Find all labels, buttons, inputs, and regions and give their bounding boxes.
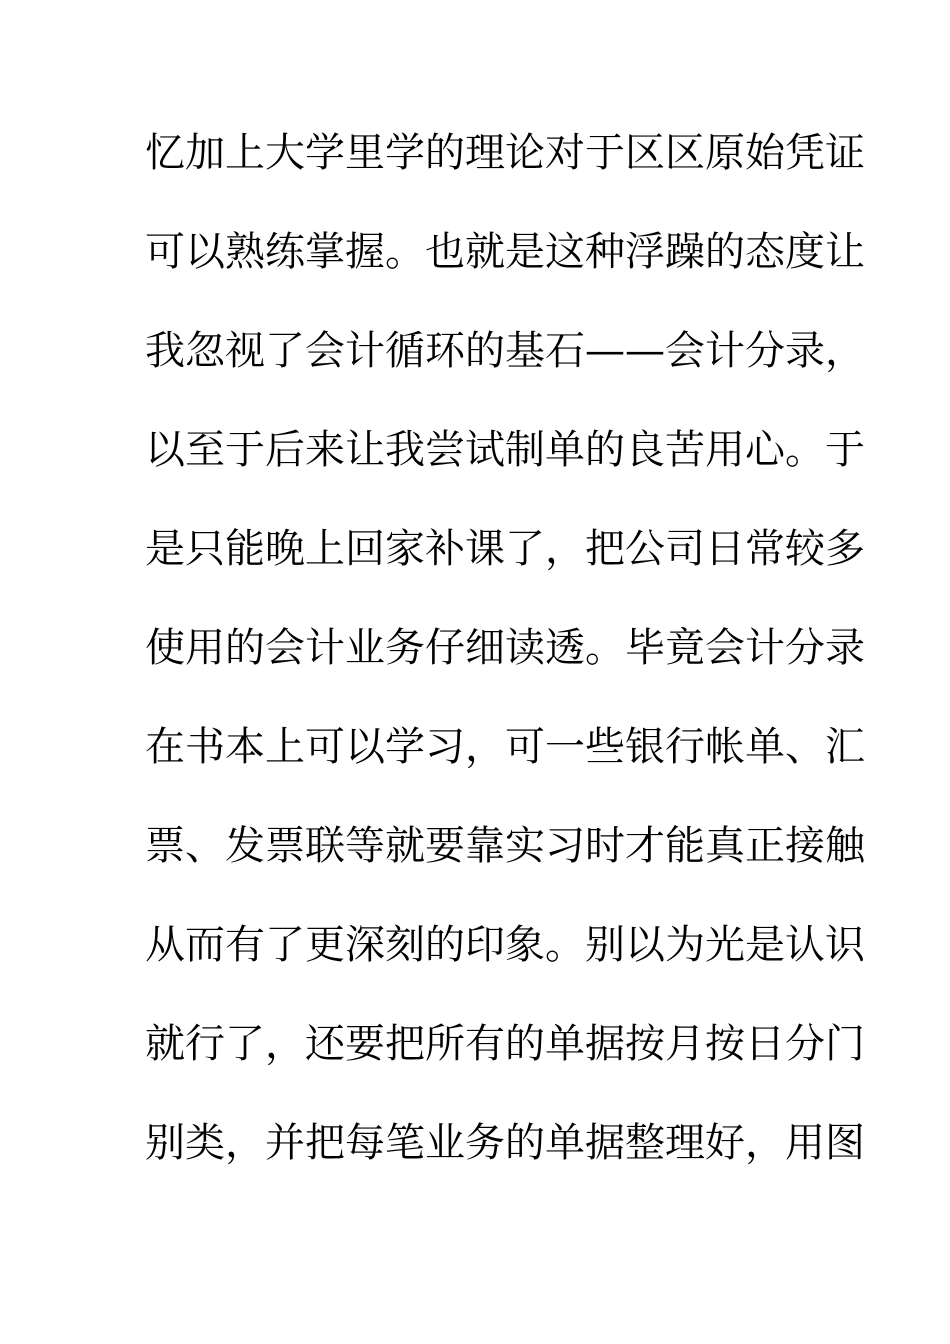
text-line: 使用的会计业务仔细读透。毕竟会计分录 [145, 625, 865, 671]
text-line: 可以熟练掌握。也就是这种浮躁的态度让 [145, 229, 865, 275]
text-line: 是只能晚上回家补课了，把公司日常较多 [145, 526, 865, 572]
text-line: 从而有了更深刻的印象。别以为光是认识 [145, 922, 865, 968]
text-line: 我忽视了会计循环的基石——会计分录， [145, 328, 865, 374]
text-line: 票、发票联等就要靠实习时才能真正接触 [145, 823, 865, 869]
text-line: 在书本上可以学习，可一些银行帐单、汇 [145, 724, 865, 770]
body-text [145, 121, 865, 1210]
text-line: 以至于后来让我尝试制单的良苦用心。于 [145, 427, 865, 473]
text-line: 就行了，还要把所有的单据按月按日分门 [145, 1021, 865, 1067]
text-line: 忆加上大学里学的理论对于区区原始凭证 [145, 130, 865, 176]
text-line: 别类，并把每笔业务的单据整理好，用图 [145, 1120, 865, 1166]
